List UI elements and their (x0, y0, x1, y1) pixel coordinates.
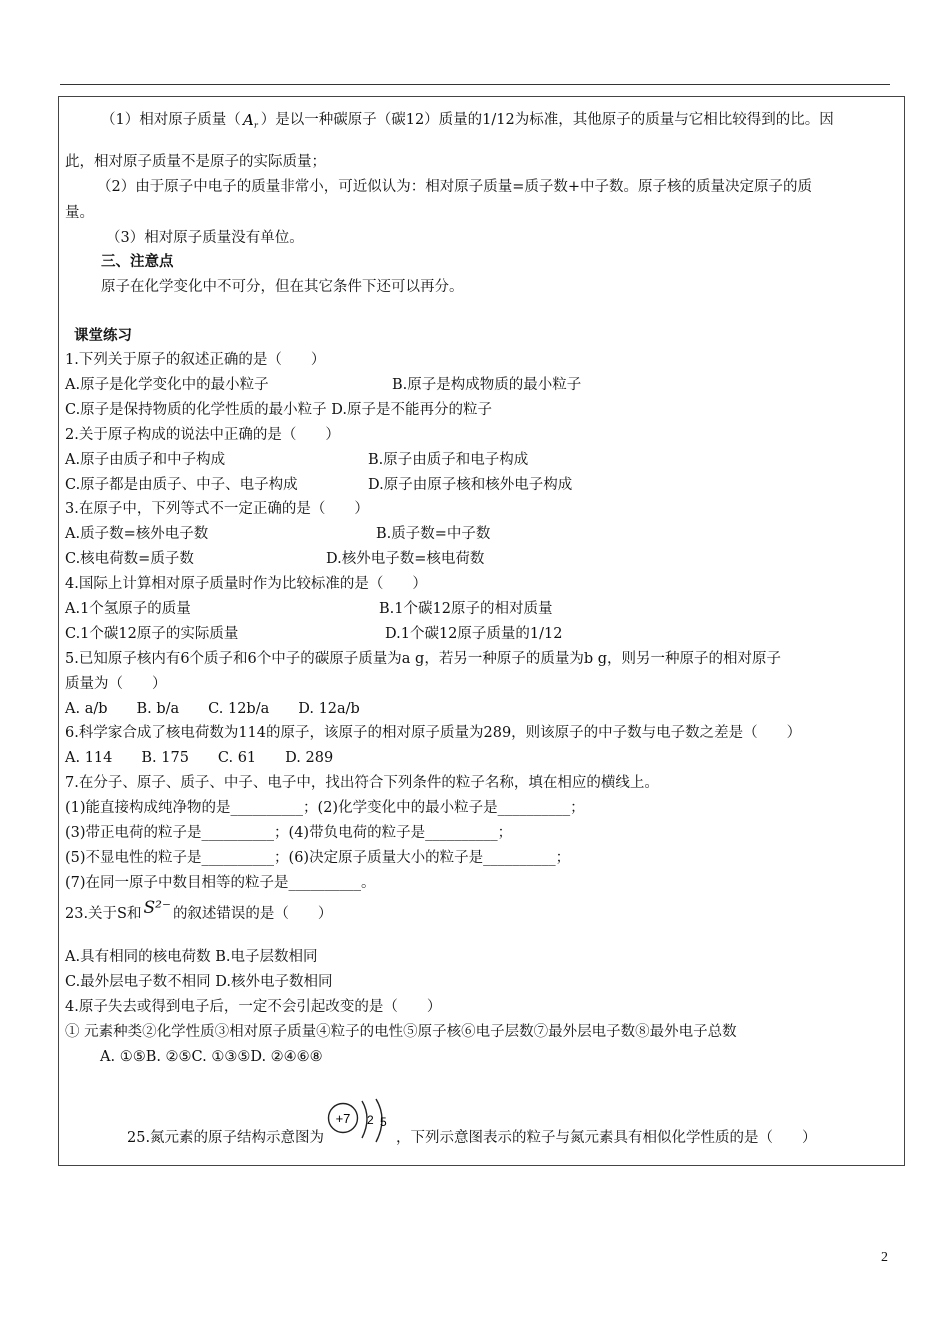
q5-options: A. a/b B. b/a C. 12b/a D. 12a/b (65, 701, 360, 717)
shell-2-electrons: 5 (380, 1115, 387, 1129)
q3-stem: 3.在原子中，下列等式不一定正确的是（ ） (65, 501, 369, 517)
note-3: （3）相对原子质量没有单位。 (106, 230, 304, 246)
q7-blank-row-2: (3)带正电荷的粒子是__________；(4)带负电荷的粒子是__________； (65, 825, 513, 841)
q6-options: A. 114 B. 175 C. 61 D. 289 (65, 750, 334, 766)
q2-option-d: D.原子由原子核和核外电子构成 (368, 477, 573, 493)
q25-stem-b: ，下列示意图表示的粒子与氮元素具有相似化学性质的是（ ） (396, 1130, 817, 1146)
q1-stem: 1.下列关于原子的叙述正确的是（ ） (65, 352, 326, 368)
nucleus-charge: +7 (335, 1111, 351, 1126)
q7-blank-row-1: (1)能直接构成纯净物的是__________；(2)化学变化中的最小粒子是__________； (65, 800, 585, 816)
q23-stem-b: 的叙述错误的是（ ） (172, 906, 333, 922)
q1-option-b: B.原子是构成物质的最小粒子 (392, 377, 582, 393)
q3-option-a: A.质子数=核外电子数 (65, 526, 209, 542)
note-1-text-a: （1）相对原子质量（ (101, 112, 241, 128)
q4-option-b: B.1个碳12原子的相对质量 (379, 601, 553, 617)
note-1-line-1 (101, 111, 834, 129)
note-2-line-1: （2）由于原子中电子的质量非常小，可近似认为：相对原子质量=质子数+中子数。原子核的质量决定原子的质 (97, 179, 813, 195)
q23-options-ab: A.具有相同的核电荷数 B.电子层数相同 (65, 949, 318, 965)
q7-blank-row-4: (7)在同一原子中数目相等的粒子是__________。 (65, 875, 376, 891)
q25-stem-a: 25.氮元素的原子结构示意图为 (127, 1130, 325, 1146)
ar-symbol-glyph: A (242, 111, 254, 129)
q2-option-a: A.原子由质子和中子构成 (65, 452, 226, 468)
q3-option-d: D.核外电子数=核电荷数 (326, 551, 485, 567)
q3-option-c: C.核电荷数=质子数 (65, 551, 194, 567)
note-1-text-b: ）是以一种碳原子（碳12）质量的1/12为标准，其他原子的质量与它相比较得到的比。因 (260, 112, 834, 128)
q5-stem-line-1: 5.已知原子核内有6个质子和6个中子的碳原子质量为a g，若另一种原子的质量为b g，则另一种原子的相对原子 (65, 651, 781, 667)
section-3-text: 原子在化学变化中不可分，但在其它条件下还可以再分。 (101, 279, 464, 295)
note-1-line-2: 此，相对原子质量不是原子的实际质量； (65, 154, 326, 170)
q1-option-a: A.原子是化学变化中的最小粒子 (65, 377, 269, 393)
ar-symbol-sub: r (253, 121, 258, 129)
q1-options-cd: C.原子是保持物质的化学性质的最小粒子 D.原子是不能再分的粒子 (65, 402, 493, 418)
q2-option-b: B.原子由质子和电子构成 (368, 452, 529, 468)
relative-atomic-mass-symbol (241, 111, 261, 129)
q4b-items: ① 元素种类②化学性质③相对原子质量④粒子的电性⑤原子核⑥电子层数⑦最外层电子数⑧最外电子总数 (65, 1024, 737, 1040)
note-2-line-2: 量。 (65, 205, 94, 221)
header-rule (60, 84, 890, 85)
q3-option-b: B.质子数=中子数 (376, 526, 491, 542)
q4b-options: A. ①⑤B. ②⑤C. ①③⑤D. ②④⑥⑧ (100, 1049, 323, 1065)
q23-stem (65, 898, 333, 923)
q2-stem: 2.关于原子构成的说法中正确的是（ ） (65, 427, 340, 443)
exercise-heading: 课堂练习 (74, 327, 132, 344)
q7-stem: 7.在分子、原子、质子、中子、电子中，找出符合下列条件的粒子名称，填在相应的横线上。 (65, 775, 659, 791)
q4-option-c: C.1个碳12原子的实际质量 (65, 626, 239, 642)
q2-option-c: C.原子都是由质子、中子、电子构成 (65, 477, 298, 493)
q4b-stem: 4.原子失去或得到电子后，一定不会引起改变的是（ ） (65, 999, 442, 1015)
q23-options-cd: C.最外层电子数不相同 D.核外电子数相同 (65, 974, 333, 990)
shell-1-electrons: 2 (367, 1113, 374, 1127)
q4-option-a: A.1个氢原子的质量 (65, 601, 191, 617)
nitrogen-atom-diagram (324, 1098, 396, 1148)
q4-stem: 4.国际上计算相对原子质量时作为比较标准的是（ ） (65, 576, 427, 592)
q23-stem-a: 23.关于S和 (65, 906, 142, 922)
page-number: 2 (881, 1250, 888, 1265)
q5-stem-line-2: 质量为（ ） (65, 676, 167, 692)
section-3-title: 三、注意点 (101, 253, 174, 270)
q6-stem: 6.科学家合成了核电荷数为114的原子，该原子的相对原子质量为289，则该原子的中子数与电子数之差是（ ） (65, 725, 802, 741)
q4-option-d: D.1个碳12原子质量的1/12 (385, 626, 563, 642)
q7-blank-row-3: (5)不显电性的粒子是__________；(6)决定原子质量大小的粒子是__________； (65, 850, 571, 866)
sulfide-ion-symbol: S²⁻ (143, 898, 171, 918)
